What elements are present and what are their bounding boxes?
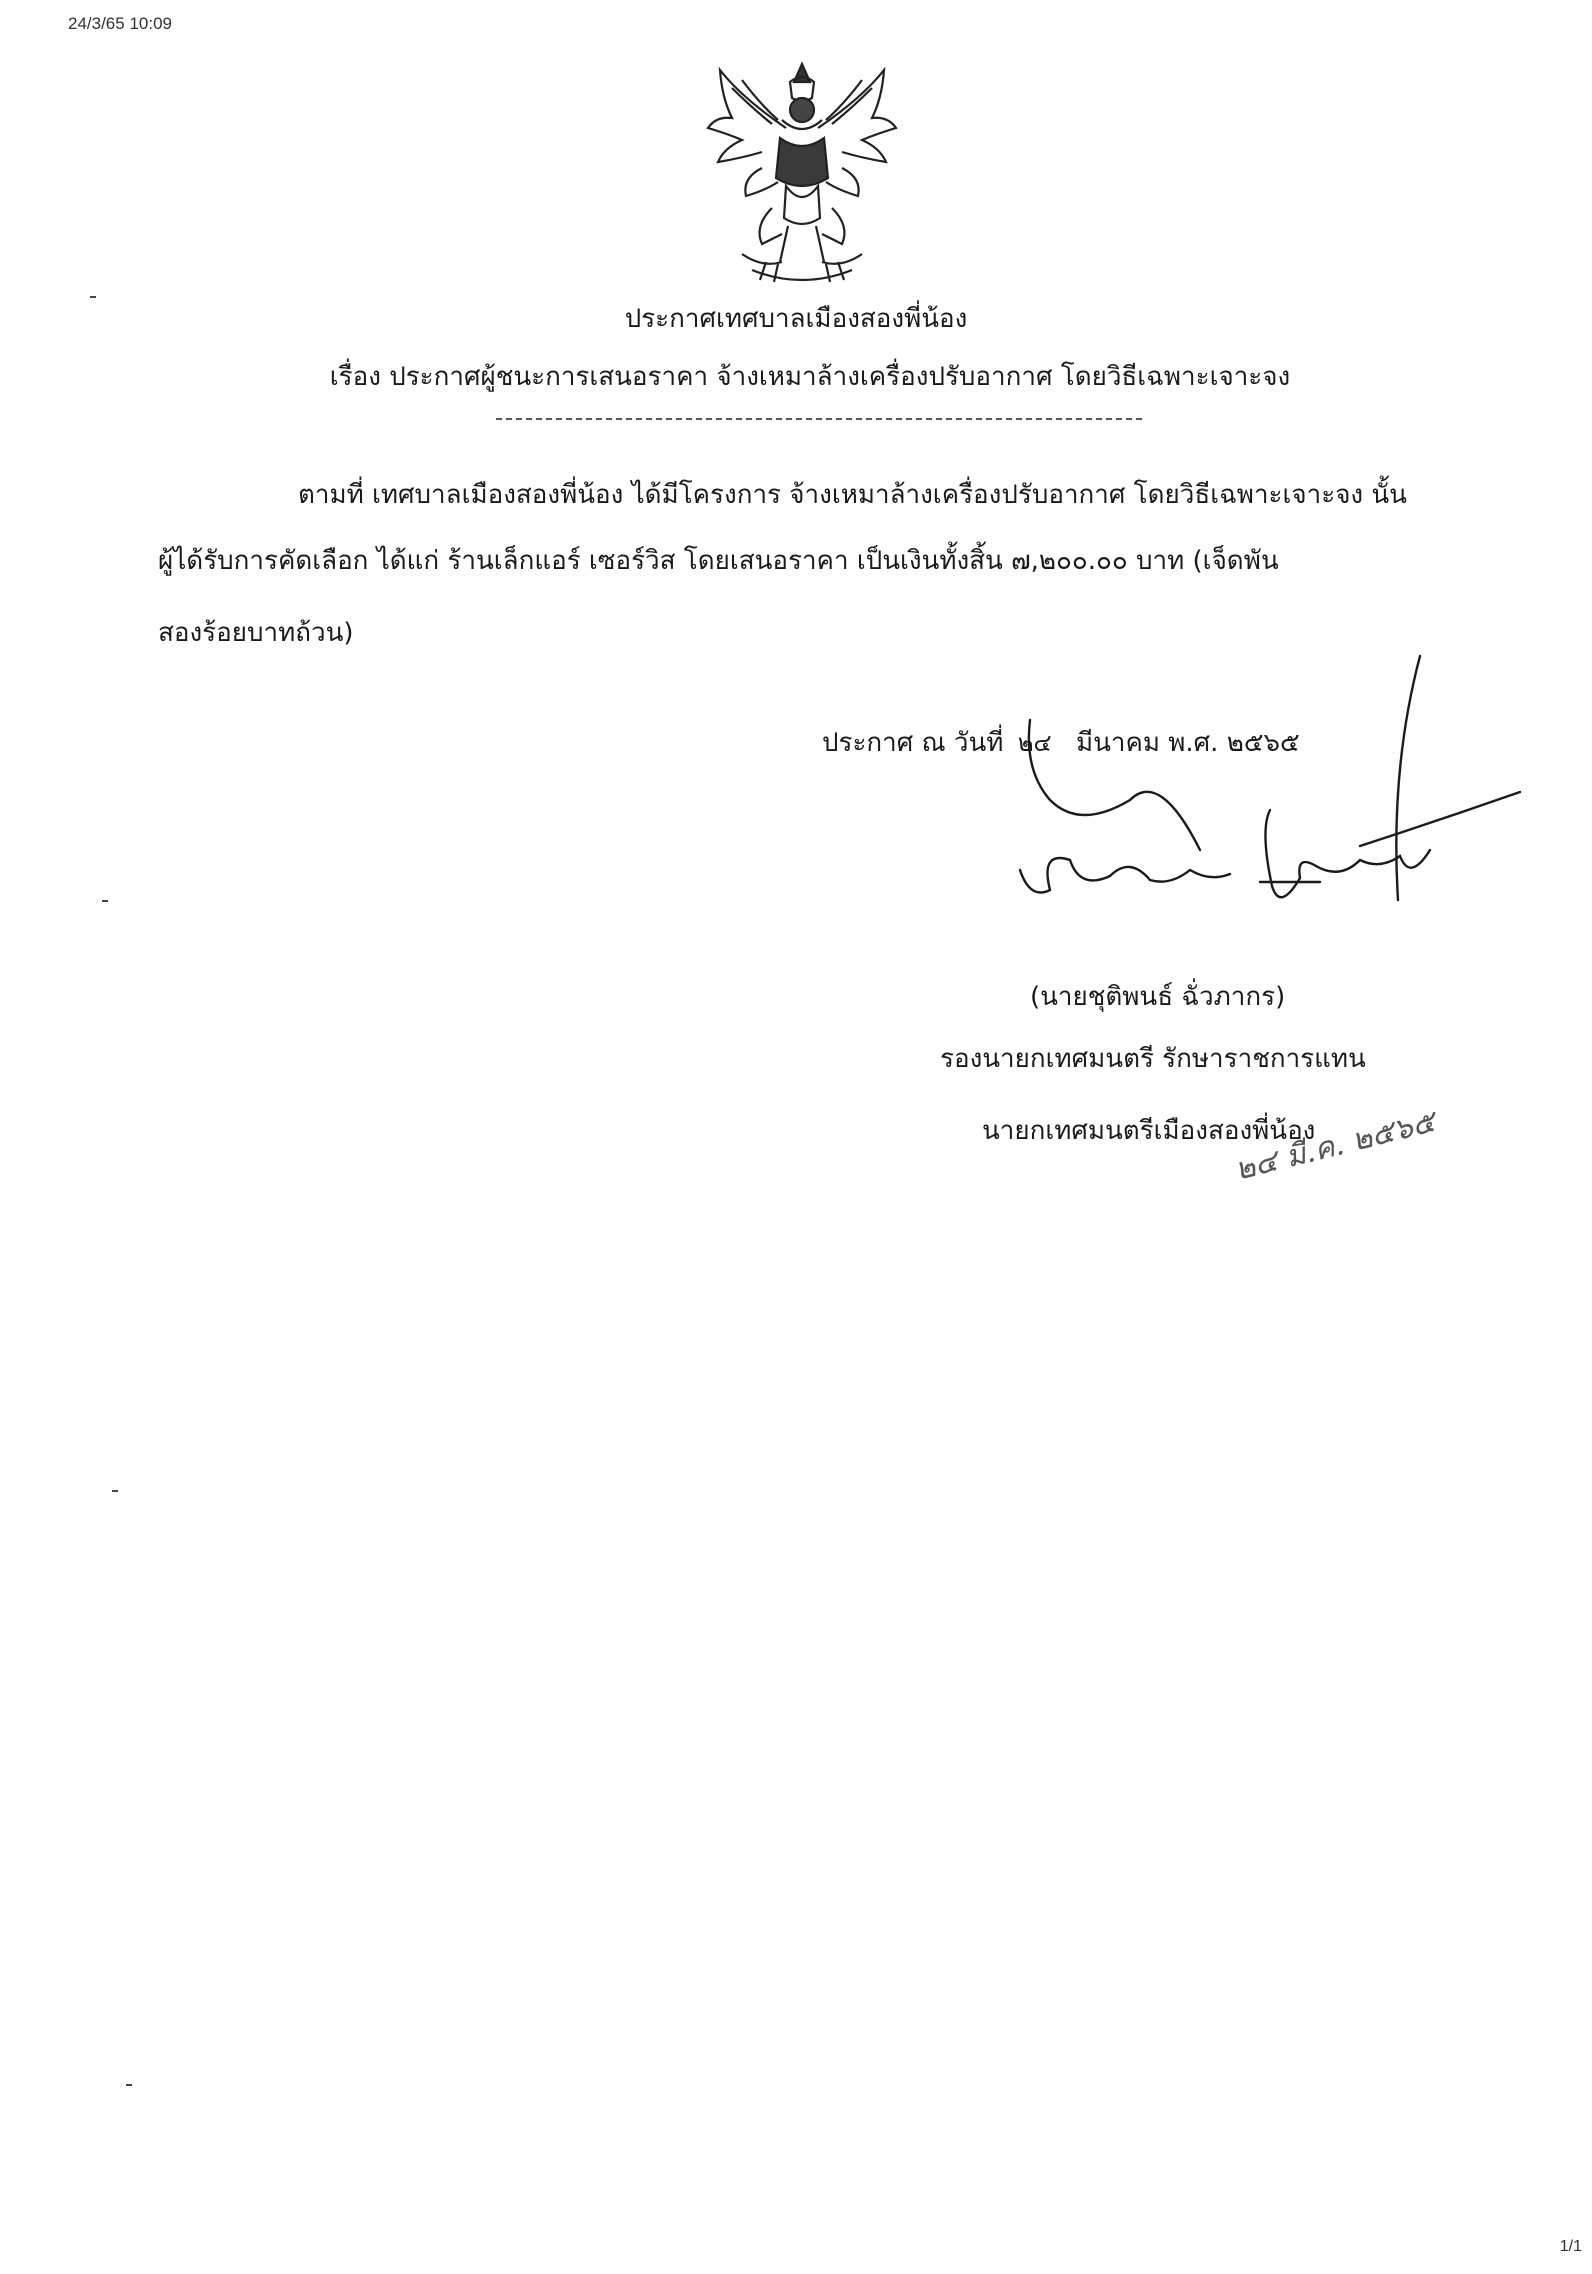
page-number: 1/1 — [1559, 2238, 1582, 2255]
handwritten-signature — [960, 650, 1540, 940]
scan-speck — [112, 1490, 118, 1492]
announcement-date-prefix: ประกาศ ณ วันที่ — [822, 728, 1004, 758]
scan-speck — [126, 2084, 132, 2086]
body-line-1: ตามที่ เทศบาลเมืองสองพี่น้อง ได้มีโครงการ จ้างเหมาล้างเครื่องปรับอากาศ โดยวิธีเฉพาะเจาะจง นั้น — [298, 480, 1407, 510]
body-line-3: สองร้อยบาทถ้วน) — [158, 618, 354, 648]
announcement-day-handwritten: ๒๔ — [1017, 729, 1052, 757]
announcement-subject: เรื่อง ประกาศผู้ชนะการเสนอราคา จ้างเหมาล้างเครื่องปรับอากาศ โดยวิธีเฉพาะเจาะจง — [329, 362, 1291, 392]
announcement-title: ประกาศเทศบาลเมืองสองพี่น้อง — [624, 304, 968, 334]
divider — [496, 418, 1142, 420]
handwritten-date-note: ๒๔ มี.ค. ๒๕๖๕ — [1231, 1104, 1439, 1188]
scan-speck — [102, 900, 108, 902]
signatory-name: (นายชุติพนธ์ ฉั่วภากร) — [1030, 982, 1286, 1012]
signatory-position: รองนายกเทศมนตรี รักษาราชการแทน — [940, 1044, 1366, 1074]
scan-speck — [90, 296, 96, 298]
signatory-position-title: นายกเทศมนตรีเมืองสองพี่น้อง — [982, 1116, 1316, 1146]
announcement-date-suffix: มีนาคม พ.ศ. ๒๕๖๕ — [1075, 728, 1300, 758]
body-line-2: ผู้ได้รับการคัดเลือก ได้แก่ ร้านเล็กแอร์ เซอร์วิส โดยเสนอราคา เป็นเงินทั้งสิ้น ๗,๒๐๐.๐๐ บาท (เจ็ดพัน — [158, 546, 1279, 576]
garuda-emblem-icon — [702, 58, 902, 290]
print-timestamp: 24/3/65 10:09 — [68, 14, 172, 33]
